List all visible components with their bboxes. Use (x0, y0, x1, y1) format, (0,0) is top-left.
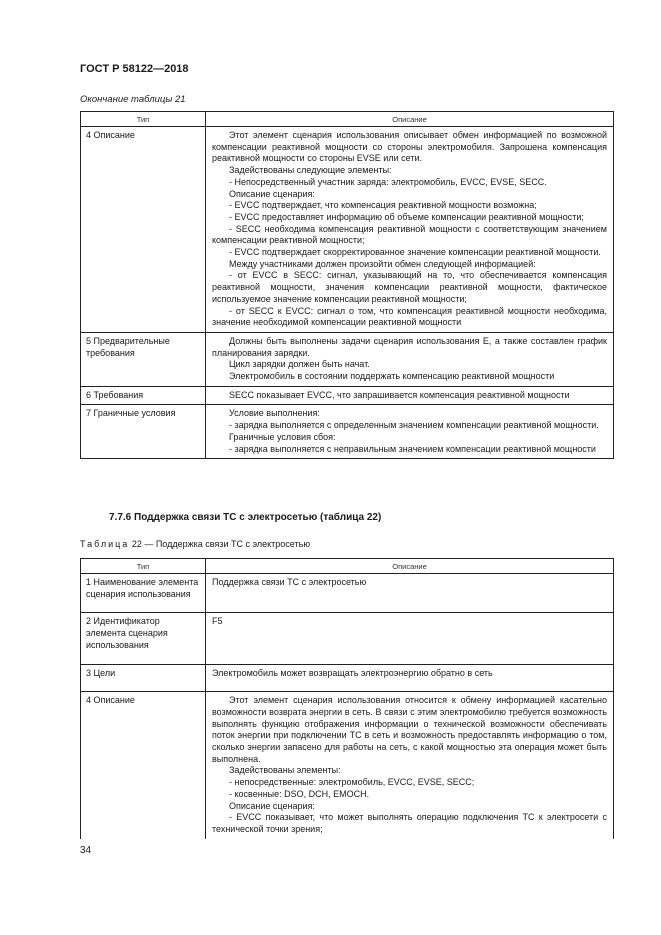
row-type: 2 Идентификатор элемента сценария использования (81, 613, 206, 664)
table-21 (80, 111, 614, 459)
row-description: Условие выполнения: - зарядка выполняется с определенным значением компенсации реактивной мощности. Граничные условия сбоя: - зарядка выполняется с неправильным значением компенсации реактивной мощности (206, 405, 614, 459)
document-number: ГОСТ Р 58122—2018 (80, 63, 189, 75)
row-type: 5 Предварительные требования (81, 332, 206, 386)
table-caption-text: 22 — Поддержка связи ТС с электросетью (131, 539, 311, 549)
table-row (81, 127, 614, 333)
section-heading: 7.7.6 Поддержка связи ТС с электросетью (таблица 22) (109, 512, 382, 523)
table-22 (80, 558, 614, 839)
table-row (81, 574, 614, 613)
row-description: Должны быть выполнены задачи сценария использования E, а также составлен график планирования зарядки. Цикл зарядки должен быть начат. Электромобиль в состоянии поддержать компенсацию реактивной мощности (206, 332, 614, 386)
row-description: Этот элемент сценария использования описывает обмен информацией по возможной компенсации реактивной мощности со стороны электромобиля. Запрошена компенсация реактивной мощности со стороны EVSE или сети. Задействованы следующие элементы: - Непосредственный участник заряда: электромобиль, EVCC, EVSE, SECC. Описание сценария: - EVCC подтверждает, что компенсация реактивной мощности возможна; - EVCC предоставляет информацию об объеме компенсации реактивной мощности; - SECC необходима компенсация реактивной мощности с соответствующим значением компенсации реактивной мощности; - EVCC подтверждает скорректированное значение компенсации реактивной мощности. Между участниками должен произойти обмен следующей информацией: - от EVCC в SECC: сигнал, указывающий на то, что обеспечивается компенсация реактивной мощности, значения компенсации реактивной мощности, фактическое используемое значение компенсации реактивной мощности; - от SECC к EVCC: сигнал о том, что компенсация реактивной мощности необходима, значение необходимой компенсации реактивной мощности (206, 127, 614, 333)
table-caption-prefix: Таблица (80, 539, 130, 549)
row-type: 6 Требования (81, 386, 206, 405)
table-row (81, 405, 614, 459)
column-header-description: Описание (206, 559, 614, 574)
column-header-type: Тип (81, 559, 206, 574)
row-type: 4 Описание (81, 127, 206, 333)
row-description: SECC показывает EVCC, что запрашивается компенсация реактивной мощности (206, 386, 614, 405)
page-number: 34 (80, 845, 92, 856)
row-description: Поддержка связи ТС с электросетью (206, 574, 614, 613)
row-type: 4 Описание (81, 692, 206, 839)
table-row (81, 692, 614, 839)
table-caption (80, 539, 310, 549)
table-row (81, 386, 614, 405)
row-description: F5 (206, 613, 614, 664)
column-header-description: Описание (206, 112, 614, 127)
row-description: Электромобиль может возвращать электроэнергию обратно в сеть (206, 664, 614, 692)
table-row (81, 332, 614, 386)
column-header-type: Тип (81, 112, 206, 127)
table-row (81, 664, 614, 692)
table-continuation-label: Окончание таблицы 21 (80, 94, 186, 105)
row-type: 1 Наименование элемента сценария использования (81, 574, 206, 613)
table-row (81, 613, 614, 664)
row-description: Этот элемент сценария использования относится к обмену информацией касательно возможности возврата энергии в сеть. В связи с этим электромобилю требуется возможность выполнять функцию отображения информации о технической возможности обеспечивать поток энергии при подключении ТС в сеть и возможность предоставлять информацию о том, сколько энергии запасено для работы на сеть, с какой мощностью эта операция может быть выполнена. Задействованы элементы: - непосредственные: электромобиль, EVCC, EVSE, SECC; - косвенные: DSO, DCH, EMOCH. Описание сценария: - EVCC показывает, что может выполнять операцию подключения ТС к электросети с технической точки зрения; (206, 692, 614, 839)
row-type: 3 Цели (81, 664, 206, 692)
row-type: 7 Граничные условия (81, 405, 206, 459)
